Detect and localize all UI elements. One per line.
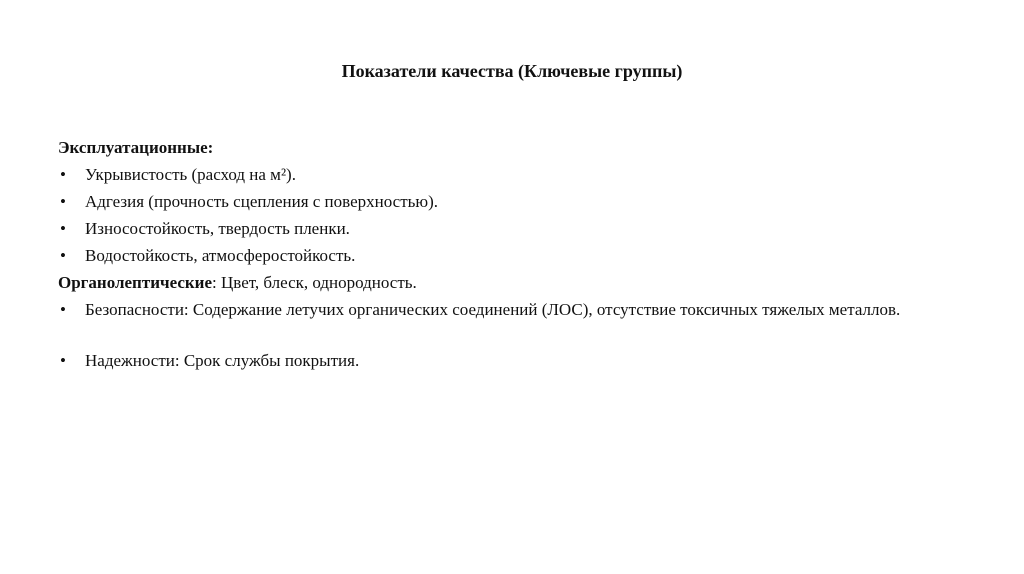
list-item-text: Укрывистость (расход на м²). <box>85 165 296 184</box>
list-item-text: Надежности: Срок службы покрытия. <box>85 351 360 370</box>
list-item <box>58 217 958 244</box>
organoleptic-text: : Цвет, блеск, однородность. <box>212 273 417 292</box>
list-item <box>58 349 958 376</box>
bullet-icon: • <box>60 192 66 211</box>
bullet-icon: • <box>60 246 66 265</box>
bullet-icon: • <box>60 219 66 238</box>
operational-heading <box>58 136 958 163</box>
slide-content <box>58 136 958 376</box>
list-item-text: Безопасности: Содержание летучих органических соединений (ЛОС), отсутствие токсичных тяжелых металлов. <box>85 300 901 319</box>
bullet-icon: • <box>60 351 66 370</box>
list-item <box>58 298 958 349</box>
organoleptic-line <box>58 271 958 298</box>
bullet-icon: • <box>60 165 66 184</box>
list-item-text: Адгезия (прочность сцепления с поверхностью). <box>85 192 438 211</box>
list-item <box>58 163 958 190</box>
list-item-text: Водостойкость, атмосферостойкость. <box>85 246 356 265</box>
slide-title: Показатели качества (Ключевые группы) <box>341 61 683 81</box>
list-item <box>58 244 958 271</box>
organoleptic-heading-label: Органолептические <box>58 273 213 292</box>
bullet-icon: • <box>60 300 66 319</box>
list-item-text: Износостойкость, твердость пленки. <box>85 219 350 238</box>
operational-heading-label: Эксплуатационные: <box>58 138 214 157</box>
list-item <box>58 190 958 217</box>
